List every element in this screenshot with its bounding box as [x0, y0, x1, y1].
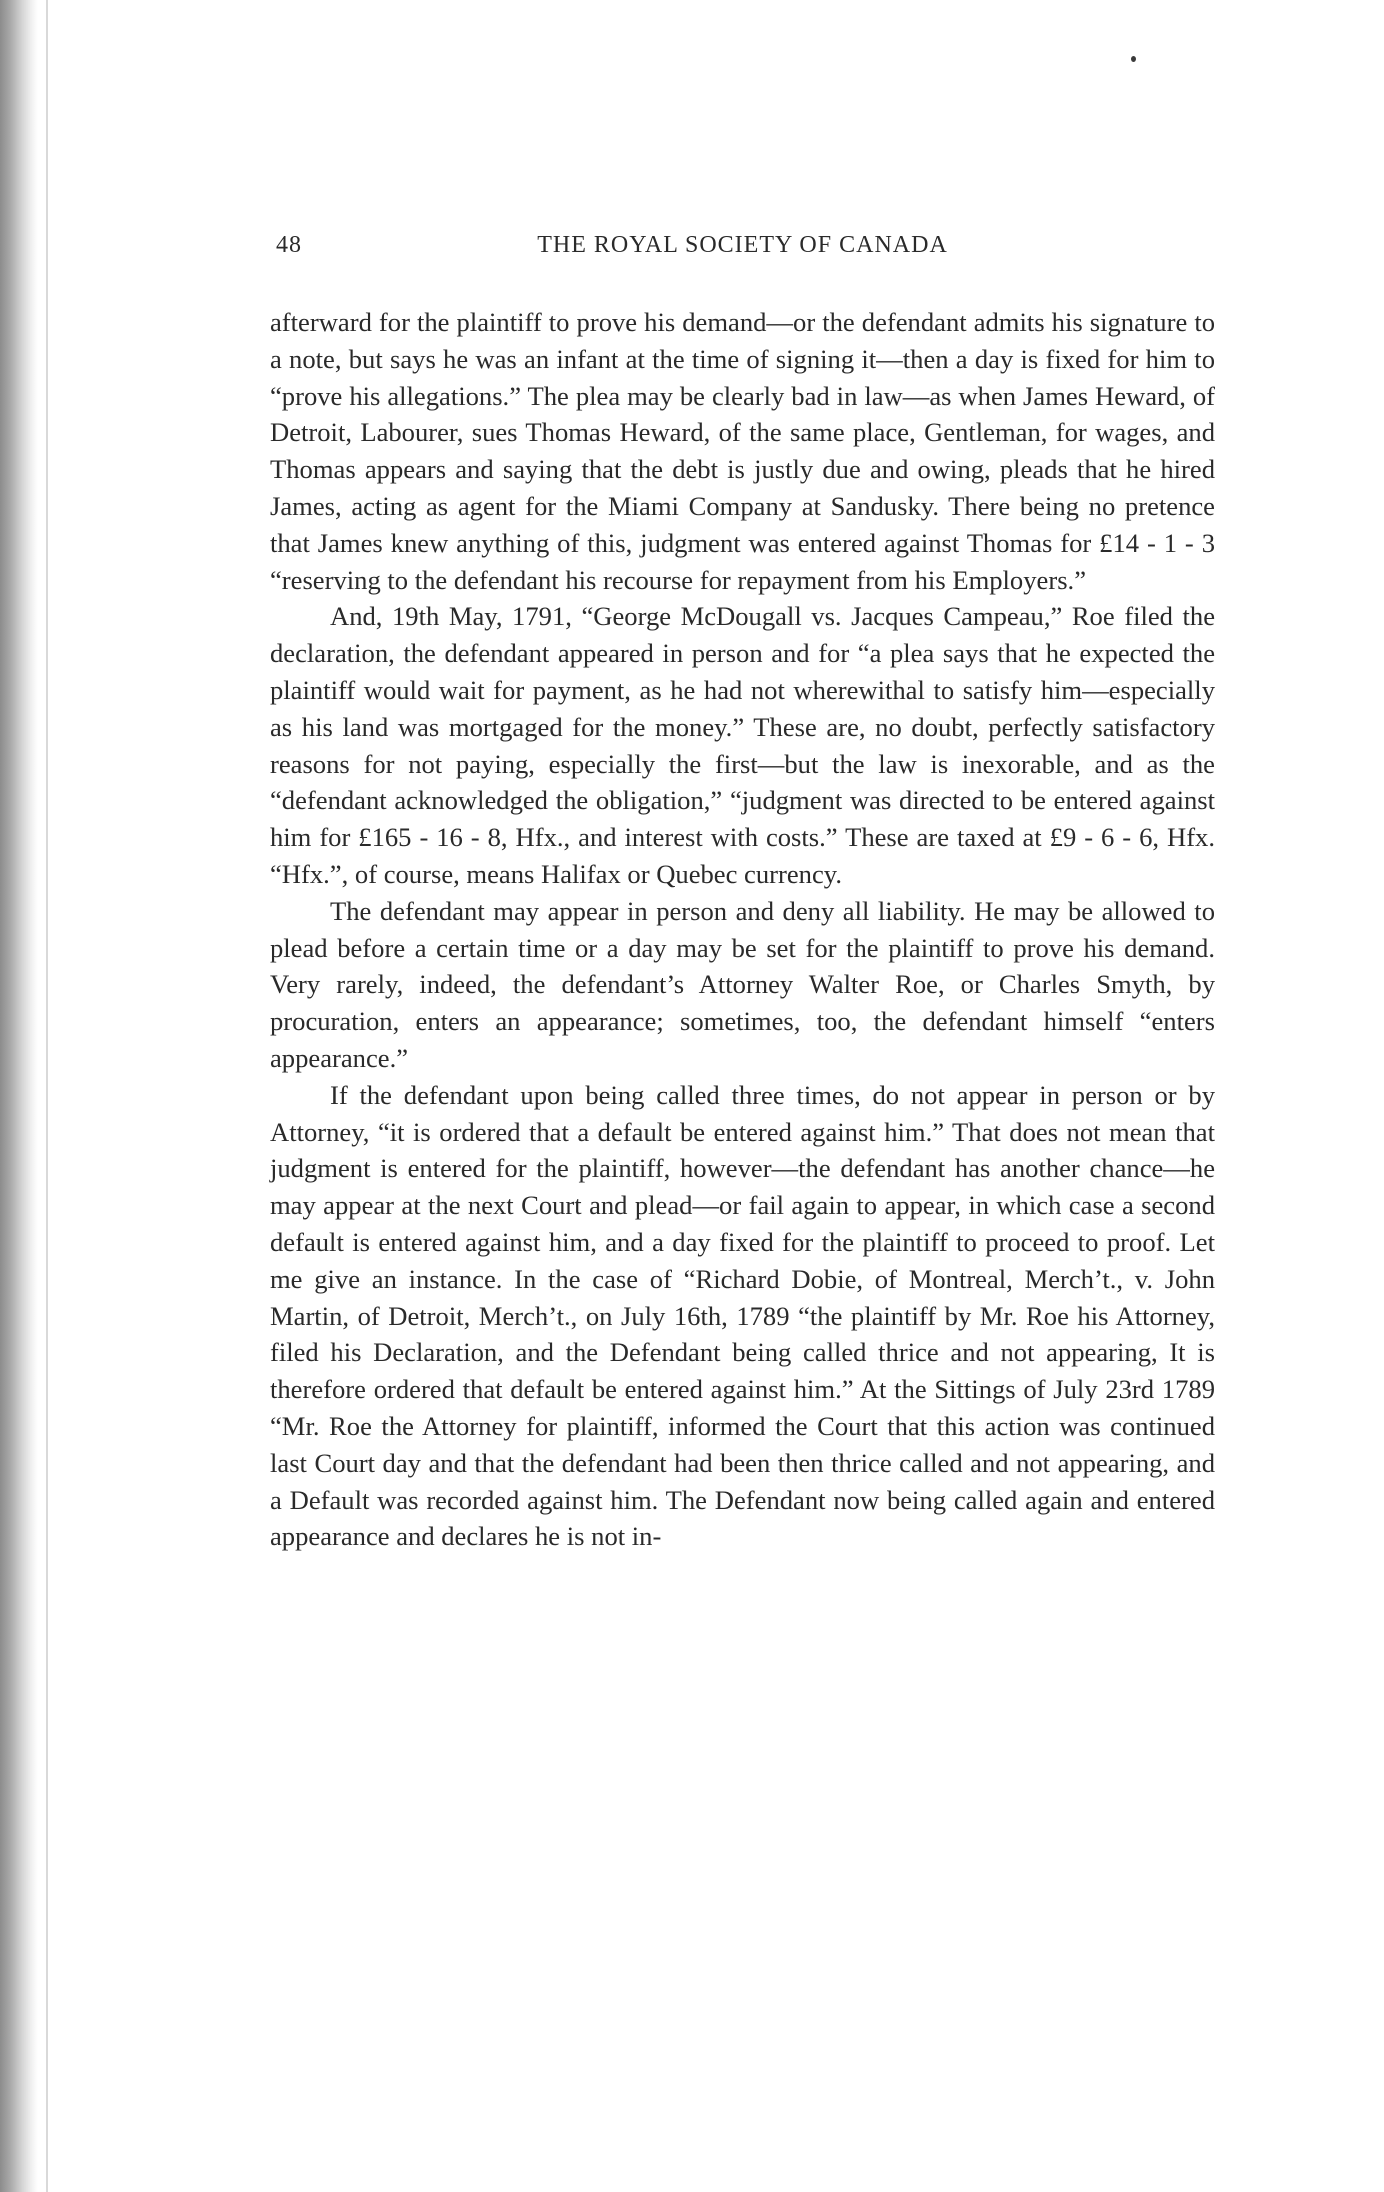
paragraph-default-procedure: If the defendant upon being called three times, do not appear in person or by Attorney, “it is ordered that a default be entered against him.” That does not mean that judgment is entered for the plaintiff, however—the defendant has another chance—he may appear at the next Court and plead—or fail again to appear, in which case a second default is entered against him, and a day fixed for the plaintiff to proceed to proof. Let me give an instance. In the case of “Richard Dobie, of Montreal, Merch’t., v. John Martin, of Detroit, Merch’t., on July 16th, 1789 “the plaintiff by Mr. Roe his Attorney, filed his Declaration, and the Defendant being called thrice and not appearing, It is therefore ordered that default be entered against him.” At the Sittings of July 23rd 1789 “Mr. Roe the Attorney for plaintiff, informed the Court that this action was continued last Court day and that the defendant had been then thrice called and not appearing, and a Default was recorded against him. The Defendant now being called again and entered appearance and declares he is not in- [270, 1079, 1215, 1552]
scan-page-edge [0, 0, 38, 2192]
body-text [270, 304, 1215, 1555]
journal-title: THE ROYAL SOCIETY OF CANADA [537, 232, 948, 258]
page-number: 48 [276, 232, 302, 258]
scan-speck [1131, 56, 1136, 62]
paragraph-defendant-appearance: The defendant may appear in person and deny all liability. He may be allowed to plead before a certain time or a day may be set for the plaintiff to prove his demand. Very rarely, indeed, the defendant’s Attorney Walter Roe, or Charles Smyth, by procuration, enters an appearance; sometimes, too, the defendant himself “enters appearance.” [270, 895, 1215, 1073]
book-page [270, 232, 1215, 1555]
paragraph-continued: afterward for the plaintiff to prove his demand—or the defendant admits his signature to a note, but says he was an infant at the time of signing it—then a day is fixed for him to “prove his allegations.” The plea may be clearly bad in law—as when James Heward, of Detroit, Labourer, sues Thomas Heward, of the same place, Gentleman, for wages, and Thomas appears and saying that the debt is justly due and owing, pleads that he hired James, acting as agent for the Miami Company at Sandusky. There being no pretence that James knew anything of this, judgment was entered against Thomas for £14 - 1 - 3 “reserving to the defendant his recourse for repayment from his Employers.” [270, 307, 1215, 595]
paragraph-mcdougall-case: And, 19th May, 1791, “George McDougall vs. Jacques Campeau,” Roe filed the declaration, the defendant appeared in person and for “a plea says that he expected the plaintiff would wait for payment, as he had not wherewithal to satisfy him—especially as his land was mortgaged for the money.” These are, no doubt, perfectly satisfactory reasons for not paying, especially the first—but the law is inexorable, and as the “defendant acknowledged the obligation,” “judgment was directed to be entered against him for £165 - 16 - 8, Hfx., and interest with costs.” These are taxed at £9 - 6 - 6, Hfx. “Hfx.”, of course, means Halifax or Quebec currency. [270, 601, 1215, 889]
scan-gutter-line [46, 0, 48, 2192]
running-head [270, 232, 1215, 272]
